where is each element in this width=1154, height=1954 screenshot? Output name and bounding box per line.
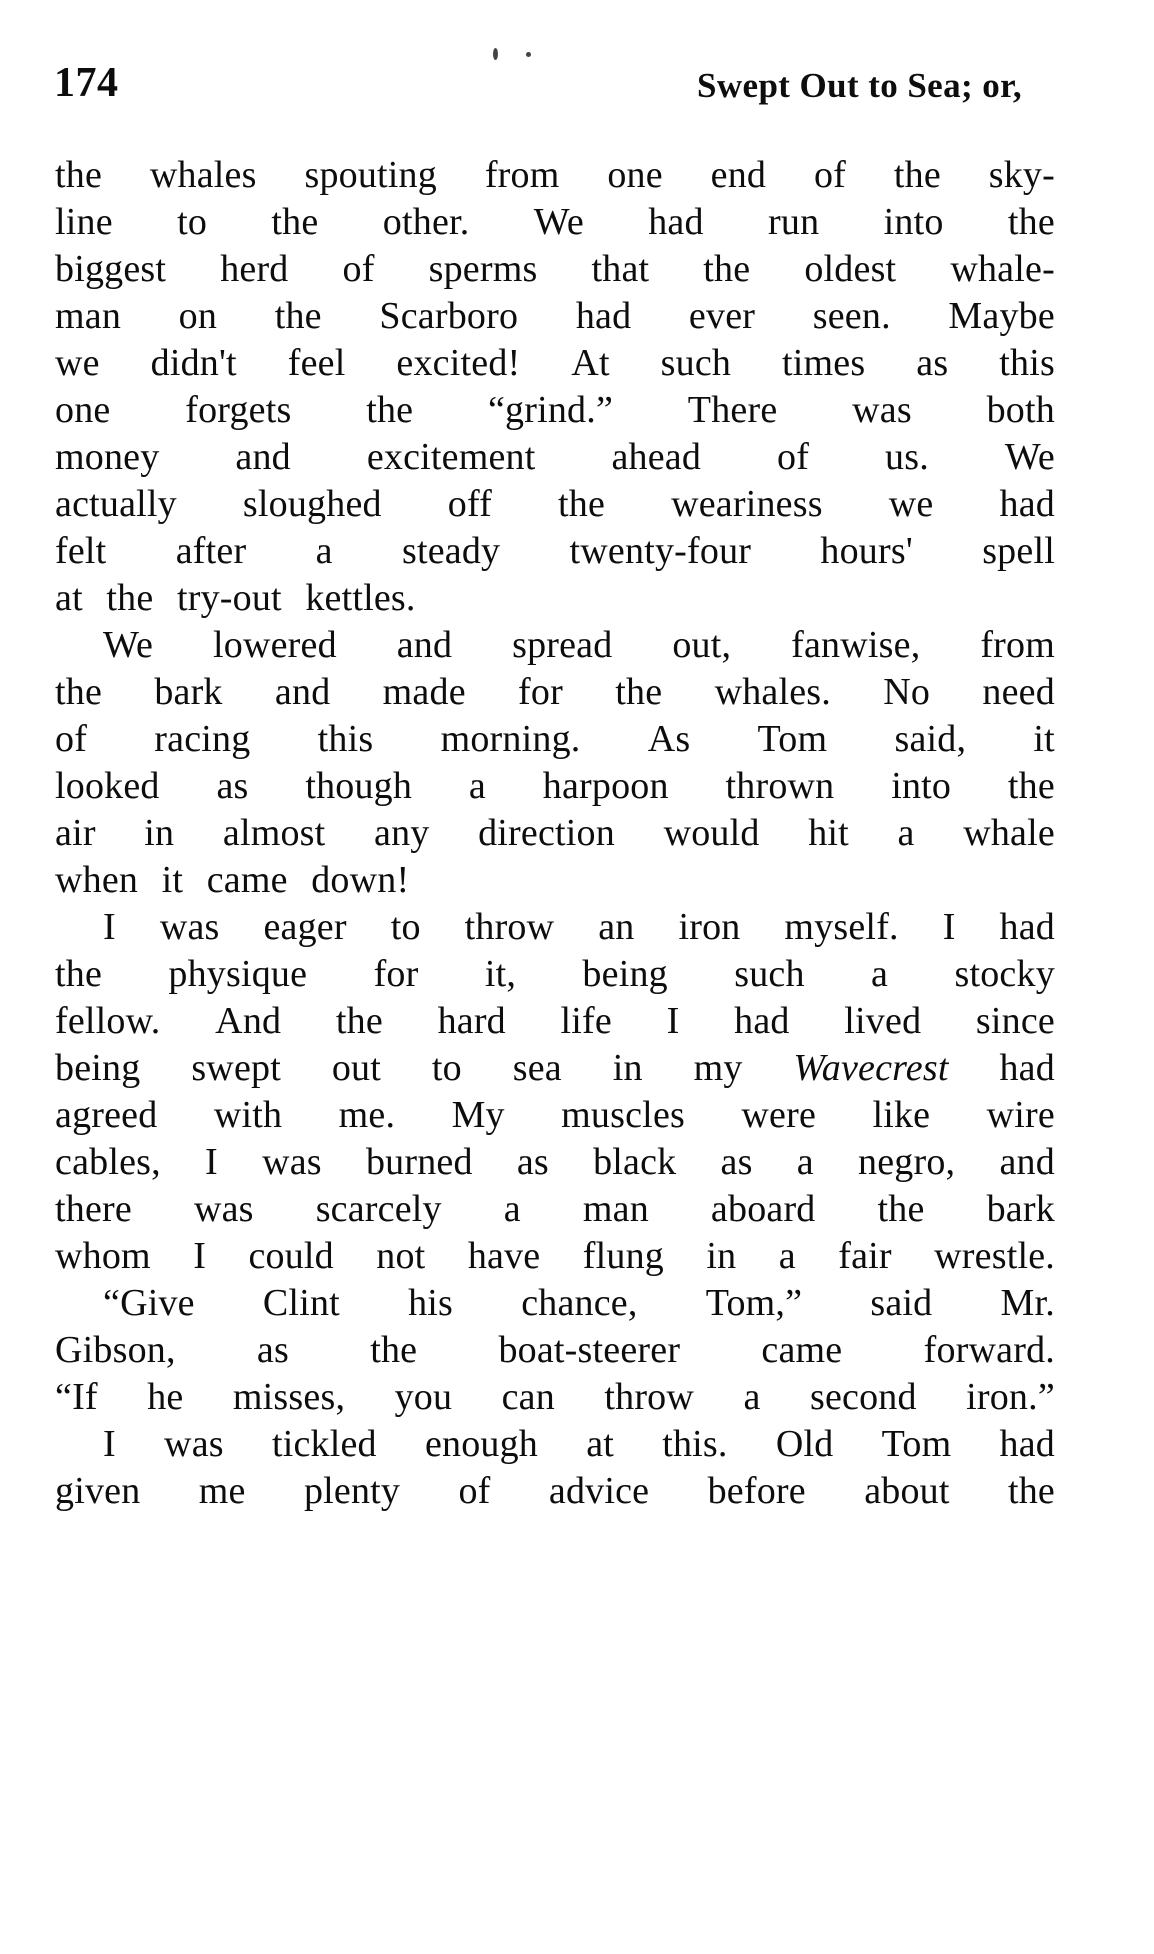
word: iron [678, 906, 741, 948]
word: excitement [366, 436, 536, 478]
word: we [888, 483, 934, 525]
word: being [582, 953, 668, 995]
word: physique [168, 953, 308, 995]
word: was [159, 906, 220, 948]
word: from [980, 624, 1055, 666]
text-line [55, 622, 1055, 669]
word: enough [424, 1423, 539, 1465]
text-line [55, 763, 1055, 810]
word: with [213, 1094, 283, 1136]
text-line [55, 716, 1055, 763]
word: kettles. [305, 577, 416, 619]
word: I [666, 1000, 680, 1042]
word: in [612, 1047, 643, 1089]
word: fellow. [55, 1000, 161, 1042]
word: into [883, 201, 944, 243]
word: thrown [725, 765, 835, 807]
word: the [615, 671, 663, 713]
word: feel [287, 342, 346, 384]
word: At [571, 342, 610, 384]
word: And [215, 1000, 282, 1042]
word: swept [191, 1047, 281, 1089]
word: my [693, 1047, 743, 1089]
word: me [198, 1470, 246, 1512]
word: seen. [812, 295, 891, 337]
word: man [582, 1188, 649, 1230]
word: actually [55, 483, 177, 525]
text-line [55, 1468, 1055, 1515]
word: a [315, 530, 333, 572]
word: other. [382, 201, 470, 243]
word: Old [775, 1423, 834, 1465]
scan-speck [526, 52, 531, 57]
word: said, [894, 718, 967, 760]
word: the [1007, 201, 1055, 243]
text-line [55, 481, 1055, 528]
word: My [451, 1094, 505, 1136]
word: we [55, 342, 100, 384]
word: We [1004, 436, 1055, 478]
word: whale [963, 812, 1055, 854]
word: Wavecrest [793, 1047, 949, 1089]
text-line [55, 669, 1055, 716]
word: second [809, 1376, 917, 1418]
word: one [55, 389, 111, 431]
word: I [942, 906, 956, 948]
word: of [458, 1470, 491, 1512]
word: from [484, 154, 560, 196]
word: throw [604, 1376, 695, 1418]
word: out, [672, 624, 732, 666]
word: lived [844, 1000, 922, 1042]
word: oldest [804, 248, 897, 290]
word: looked [55, 765, 160, 807]
word: Tom,” [705, 1282, 803, 1324]
word: a [778, 1235, 796, 1277]
word: I [205, 1141, 218, 1183]
text-line [55, 1186, 1055, 1233]
word: like [872, 1094, 931, 1136]
word: twenty-four [569, 530, 752, 572]
word: sperms [428, 248, 538, 290]
word: biggest [55, 248, 167, 290]
word: to [431, 1047, 462, 1089]
word: We [533, 201, 584, 243]
word: and [274, 671, 331, 713]
word: black [593, 1141, 677, 1183]
word: misses, [232, 1376, 346, 1418]
word: harpoon [542, 765, 669, 807]
word: came [206, 859, 288, 901]
word: this [317, 718, 374, 760]
word: of [813, 154, 847, 196]
word: a [503, 1188, 521, 1230]
word: We [103, 624, 154, 666]
text-line [55, 904, 1055, 951]
word: the [877, 1188, 925, 1230]
page-content-area [50, 0, 1104, 1954]
word: it [1033, 718, 1055, 760]
word: after [175, 530, 247, 572]
word: scarcely [315, 1188, 442, 1230]
word: on [178, 295, 218, 337]
word: spread [512, 624, 613, 666]
word: that [591, 248, 650, 290]
word: it [161, 859, 184, 901]
word: and [235, 436, 291, 478]
word: As [647, 718, 691, 760]
word: a [796, 1141, 814, 1183]
word: flung [582, 1235, 664, 1277]
text-line [55, 199, 1055, 246]
word: forgets [185, 389, 292, 431]
word: felt [55, 530, 107, 572]
word: had [734, 1000, 790, 1042]
body-text [55, 152, 1055, 1515]
word: one [607, 154, 663, 196]
word: an [598, 906, 635, 948]
word: can [501, 1376, 555, 1418]
word: not [376, 1235, 426, 1277]
word: hours' [820, 530, 913, 572]
word: for [518, 671, 563, 713]
word: was [193, 1188, 254, 1230]
word: run [768, 201, 820, 243]
text-line [55, 1327, 1055, 1374]
word: wire [986, 1094, 1055, 1136]
word: the [558, 483, 606, 525]
word: the [1007, 765, 1055, 807]
word: me. [338, 1094, 396, 1136]
word: at [586, 1423, 615, 1465]
word: a [743, 1376, 761, 1418]
word: the [55, 154, 103, 196]
text-line [55, 387, 1055, 434]
word: whom [55, 1235, 151, 1277]
word: whale- [950, 248, 1055, 290]
running-head: Swept Out to Sea; or, [696, 66, 1022, 105]
word: Tom [757, 718, 828, 760]
word: Mr. [1000, 1282, 1055, 1324]
word: ever [688, 295, 756, 337]
word: No [883, 671, 931, 713]
word: negro, [858, 1141, 956, 1183]
word: have [467, 1235, 541, 1277]
word: steady [401, 530, 501, 572]
word: given [55, 1470, 141, 1512]
word: hit [808, 812, 849, 854]
word: boat-steerer [498, 1329, 681, 1371]
word: a [871, 953, 889, 995]
word: would [663, 812, 760, 854]
word: a [468, 765, 486, 807]
word: almost [222, 812, 326, 854]
word: the [370, 1329, 418, 1371]
word: need [982, 671, 1055, 713]
text-line [55, 434, 1055, 481]
word: air [55, 812, 96, 854]
word: excited! [396, 342, 521, 384]
word: and [396, 624, 453, 666]
word: whales. [714, 671, 831, 713]
word: herd [220, 248, 289, 290]
word: out [331, 1047, 382, 1089]
word: into [891, 765, 952, 807]
word: it, [484, 953, 517, 995]
word: both [986, 389, 1055, 431]
word: weariness [671, 483, 823, 525]
word: as [216, 765, 249, 807]
word: off [447, 483, 492, 525]
word: I [103, 1423, 116, 1465]
word: in [706, 1235, 737, 1277]
word: as [720, 1141, 753, 1183]
word: didn't [150, 342, 237, 384]
word: he [147, 1376, 184, 1418]
word: to [177, 201, 208, 243]
word: I [103, 906, 116, 948]
word: in [144, 812, 175, 854]
word: this [999, 342, 1055, 384]
word: iron.” [966, 1376, 1055, 1418]
word: such [660, 342, 732, 384]
word: lowered [213, 624, 337, 666]
word: when [55, 859, 139, 901]
text-line [55, 1233, 1055, 1280]
word: times [782, 342, 866, 384]
text-line [55, 998, 1055, 1045]
word: was [262, 1141, 322, 1183]
word: aboard [710, 1188, 816, 1230]
word: the [55, 671, 103, 713]
word: down! [311, 859, 410, 901]
word: spell [982, 530, 1055, 572]
word: the [893, 154, 941, 196]
word: us. [885, 436, 929, 478]
word: the [274, 295, 322, 337]
word: sea [512, 1047, 562, 1089]
page-header [50, 62, 1060, 124]
word: “Give [103, 1282, 195, 1324]
word: fanwise, [791, 624, 921, 666]
word: the [703, 248, 751, 290]
word: as [916, 342, 949, 384]
word: about [864, 1470, 950, 1512]
word: Gibson, [55, 1329, 176, 1371]
text-line [55, 951, 1055, 998]
word: was [164, 1423, 224, 1465]
word: “grind.” [487, 389, 614, 431]
word: muscles [561, 1094, 685, 1136]
text-line [55, 1421, 1055, 1468]
text-line [55, 1045, 1055, 1092]
word: racing [154, 718, 251, 760]
word: bark [986, 1188, 1055, 1230]
word: had [999, 1423, 1055, 1465]
word: had [999, 906, 1055, 948]
word: the [271, 201, 319, 243]
word: had [575, 295, 632, 337]
word: were [741, 1094, 817, 1136]
text-line [55, 293, 1055, 340]
text-line [55, 152, 1055, 199]
text-line [55, 810, 1055, 857]
word: was [852, 389, 912, 431]
word: the [366, 389, 414, 431]
scan-speck [493, 48, 498, 60]
word: Tom [881, 1423, 952, 1465]
word: money [55, 436, 160, 478]
word: Scarboro [379, 295, 519, 337]
word: the [1007, 1470, 1055, 1512]
word: end [710, 154, 767, 196]
word: any [374, 812, 430, 854]
word: tickled [271, 1423, 377, 1465]
word: made [382, 671, 466, 713]
word: Maybe [948, 295, 1055, 337]
word: could [248, 1235, 334, 1277]
word: “If [55, 1376, 98, 1418]
word: of [55, 718, 88, 760]
word: before [707, 1470, 806, 1512]
word: and [999, 1141, 1055, 1183]
word: to [390, 906, 421, 948]
word: said [870, 1282, 933, 1324]
word: agreed [55, 1094, 158, 1136]
page-number: 174 [54, 60, 119, 106]
word: bark [154, 671, 223, 713]
word: stocky [954, 953, 1055, 995]
word: though [305, 765, 413, 807]
word: I [193, 1235, 207, 1277]
word: had [648, 201, 704, 243]
word: sky- [988, 154, 1055, 196]
word: wrestle. [934, 1235, 1055, 1277]
text-line [55, 1092, 1055, 1139]
word: line [55, 201, 113, 243]
text-line [55, 246, 1055, 293]
word: the [55, 953, 103, 995]
word: you [394, 1376, 453, 1418]
word: the [335, 1000, 383, 1042]
word: myself. [784, 906, 899, 948]
word: forward. [923, 1329, 1055, 1371]
word: had [999, 483, 1055, 525]
word: whales [149, 154, 257, 196]
word: had [999, 1047, 1055, 1089]
word: being [55, 1047, 141, 1089]
text-line [55, 857, 1055, 904]
word: for [373, 953, 419, 995]
word: as [516, 1141, 549, 1183]
word: Clint [262, 1282, 340, 1324]
text-line [55, 528, 1055, 575]
word: since [975, 1000, 1055, 1042]
word: direction [478, 812, 615, 854]
word: try-out [176, 577, 282, 619]
word: of [777, 436, 810, 478]
text-line [55, 575, 1055, 622]
word: the [106, 577, 154, 619]
word: burned [365, 1141, 473, 1183]
word: a [897, 812, 915, 854]
word: as [256, 1329, 289, 1371]
word: cables, [55, 1141, 161, 1183]
word: his [408, 1282, 454, 1324]
word: this. [662, 1423, 728, 1465]
word: fair [838, 1235, 892, 1277]
word: hard [437, 1000, 506, 1042]
word: sloughed [242, 483, 382, 525]
word: advice [548, 1470, 650, 1512]
word: there [55, 1188, 132, 1230]
word: of [342, 248, 375, 290]
text-line [55, 340, 1055, 387]
text-line [55, 1374, 1055, 1421]
word: throw [464, 906, 555, 948]
word: such [734, 953, 805, 995]
word: There [687, 389, 778, 431]
word: came [761, 1329, 843, 1371]
text-line [55, 1280, 1055, 1327]
word: man [55, 295, 122, 337]
text-line [55, 1139, 1055, 1186]
word: morning. [440, 718, 581, 760]
word: life [560, 1000, 612, 1042]
word: at [55, 577, 83, 619]
word: ahead [611, 436, 702, 478]
word: eager [263, 906, 347, 948]
word: plenty [303, 1470, 401, 1512]
word: chance, [521, 1282, 638, 1324]
word: spouting [304, 154, 437, 196]
